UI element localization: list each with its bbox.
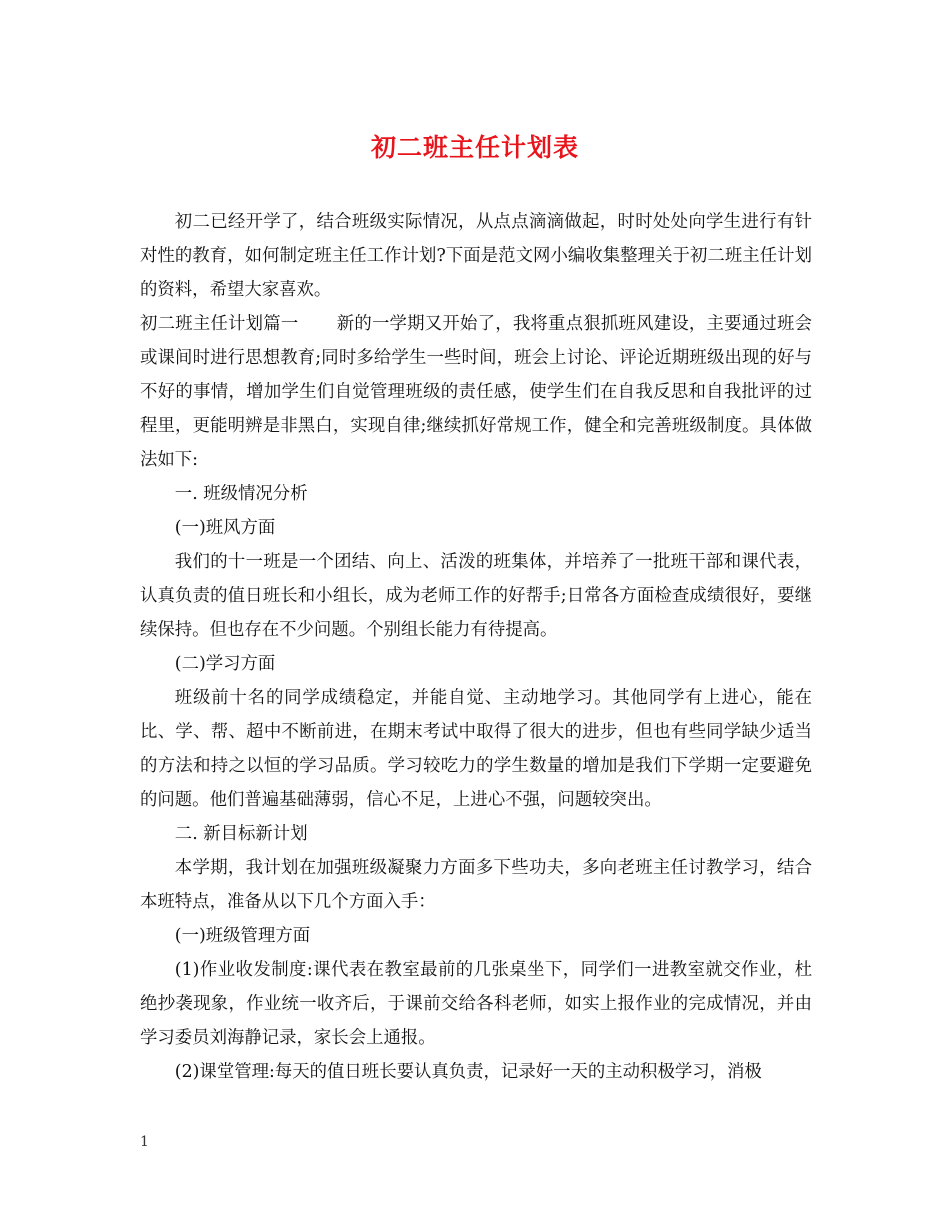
heading-new-plan: 二. 新目标新计划	[174, 824, 308, 844]
paragraph-class-style: 我们的十一班是一个团结、向上、活泼的班集体，并培养了一批班干部和课代表，认真负责的值日班长和小组长，成为老师工作的好帮手;日常各方面检查成绩很好，要继续保持。但也存在不少问题。个别组长能力有待提高。	[140, 552, 812, 640]
subheading-class-style: (一)班风方面	[174, 518, 276, 538]
document-title: 初二班主任计划表	[370, 133, 579, 162]
document-body	[140, 205, 812, 1089]
subheading-study: (二)学习方面	[174, 654, 276, 674]
section-lead-text: 新的一学期又开始了，我将重点狠抓班风建设，主要通过班会或课间时进行思想教育;同时多给学生一些时间，班会上讨论、评论近期班级出现的好与不好的事情，增加学生们自觉管理班级的责任感，使学生们在自我反思和自我批评的过程里，更能明辨是非黑白，实现自律;继续抓好常规工作，健全和完善班级制度。具体做法如下:	[140, 314, 812, 470]
paragraph-new-plan: 本学期，我计划在加强班级凝聚力方面多下些功夫，多向老班主任讨教学习，结合本班特点，准备从以下几个方面入手：	[140, 858, 812, 912]
paragraph-plan-one	[140, 307, 812, 477]
paragraph-classroom: (2)课堂管理:每天的值日班长要认真负责，记录好一天的主动积极学习，消极	[174, 1062, 762, 1082]
paragraph-homework: (1)作业收发制度:课代表在教室最前的几张桌坐下，同学们一进教室就交作业，杜绝抄袭现象，作业统一收齐后，于课前交给各科老师，如实上报作业的完成情况，并由学习委员刘海静记录，家长会上通报。	[140, 960, 812, 1048]
subheading-class-management: (一)班级管理方面	[174, 926, 311, 946]
paragraph-intro: 初二已经开学了，结合班级实际情况，从点点滴滴做起，时时处处向学生进行有针对性的教育，如何制定班主任工作计划?下面是范文网小编收集整理关于初二班主任计划的资料，希望大家喜欢。	[140, 212, 812, 300]
page-number: 1	[140, 1134, 149, 1150]
section-lead: 初二班主任计划篇一	[140, 314, 299, 334]
heading-class-analysis: 一. 班级情况分析	[174, 484, 308, 504]
paragraph-study: 班级前十名的同学成绩稳定，并能自觉、主动地学习。其他同学有上进心，能在比、学、帮、超中不断前进，在期末考试中取得了很大的进步，但也有些同学缺少适当的方法和持之以恒的学习品质。学习较吃力的学生数量的增加是我们下学期一定要避免的问题。他们普遍基础薄弱，信心不足，上进心不强，问题较突出。	[140, 688, 812, 810]
